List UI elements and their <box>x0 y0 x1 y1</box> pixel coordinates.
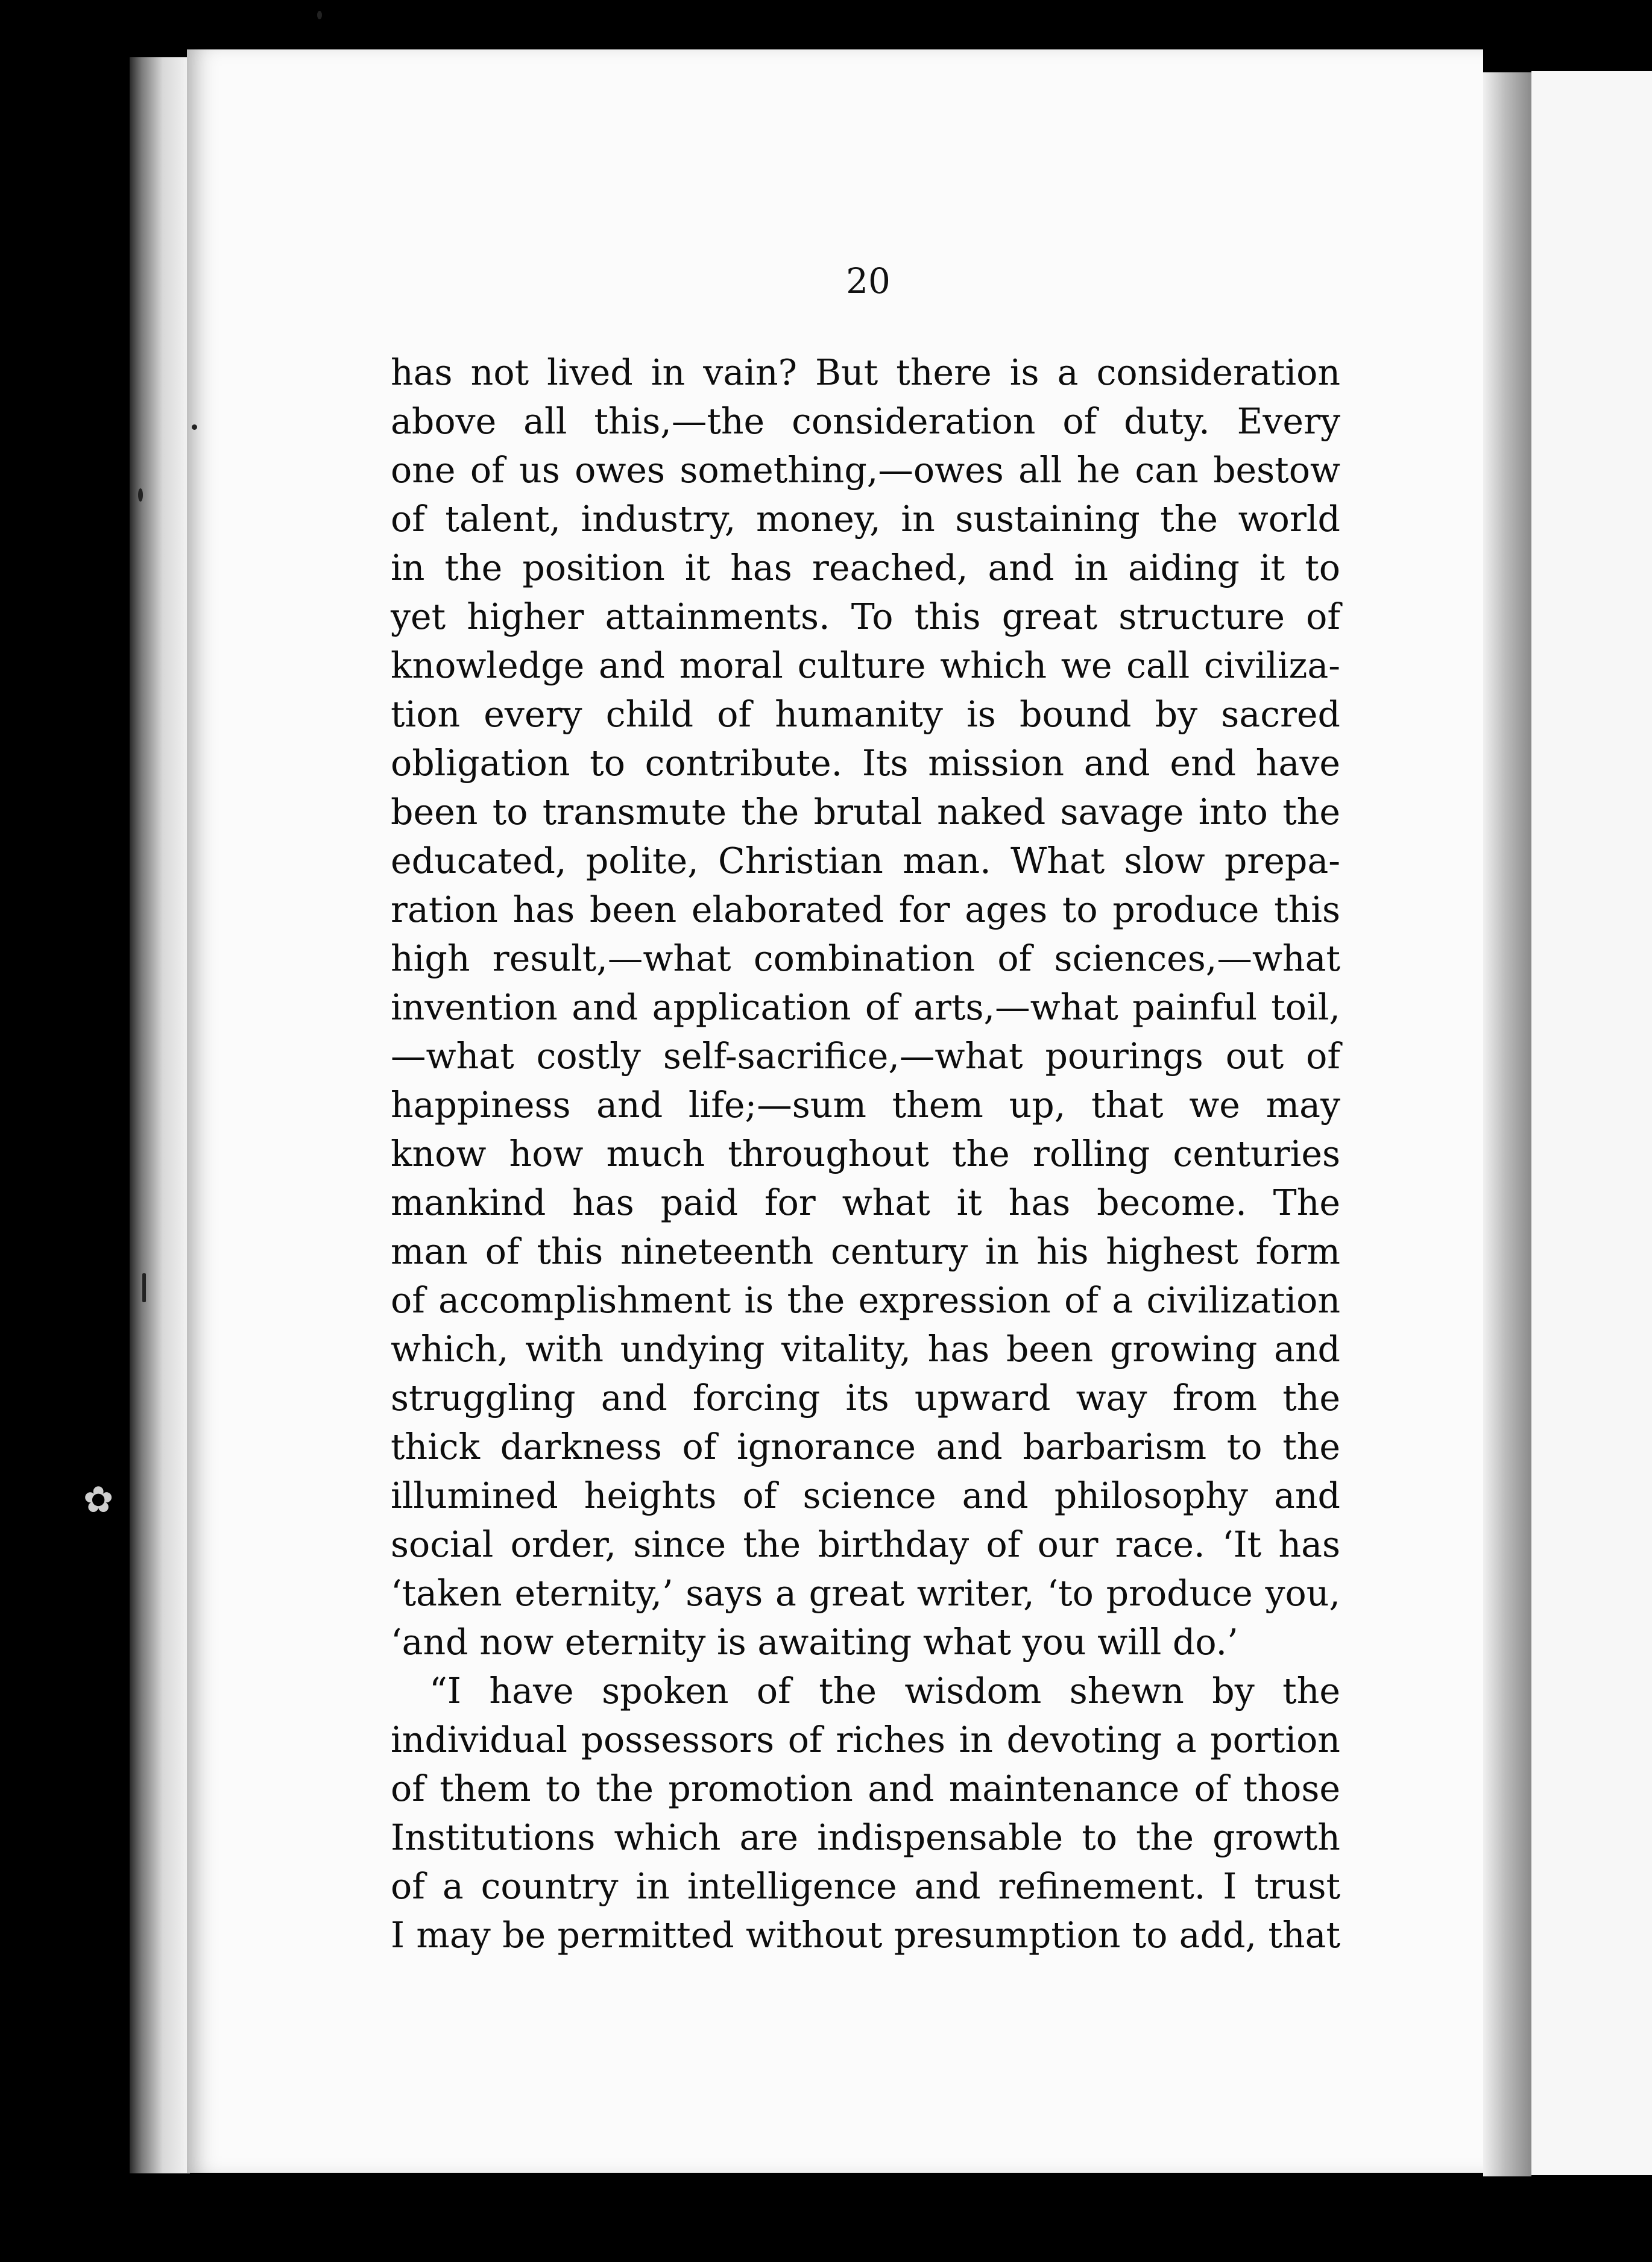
text-line: has not lived in vain? But there is a consideration <box>391 352 1340 393</box>
text-line: invention and application of arts,—what painful toil, <box>391 987 1340 1028</box>
text-line: ‘taken eternity,’ says a great writer, ‘to produce you, <box>391 1573 1340 1614</box>
scan-speck <box>317 11 322 19</box>
scan-speck <box>138 488 143 502</box>
text-line: tion every child of humanity is bound by sacred <box>391 694 1340 735</box>
text-line: of talent, industry, money, in sustaining the world <box>391 499 1340 540</box>
text-line: ration has been elaborated for ages to produce this <box>391 889 1340 930</box>
page-number: 20 <box>846 260 891 301</box>
text-line: obligation to contribute. Its mission and end have <box>391 743 1340 784</box>
text-line: which, with undying vitality, has been growing and <box>391 1329 1340 1370</box>
text-line: of accomplishment is the expression of a civilization <box>391 1280 1340 1321</box>
text-line: happiness and life;—sum them up, that we may <box>391 1085 1340 1126</box>
text-line: educated, polite, Christian man. What slow prepa- <box>391 840 1340 881</box>
text-line: of a country in intelligence and refinement. I trust <box>391 1866 1340 1907</box>
text-line: social order, since the birthday of our race. ‘It has <box>391 1524 1340 1565</box>
text-line: above all this,—the consideration of duty. Every <box>391 401 1340 442</box>
body-text <box>391 348 1340 1960</box>
text-line: —what costly self-sacrifice,—what pourings out of <box>391 1036 1340 1077</box>
text-line: illumined heights of science and philosophy and <box>391 1475 1340 1516</box>
text-line: individual possessors of riches in devoting a portion <box>391 1719 1340 1760</box>
text-line: know how much throughout the rolling centuries <box>391 1133 1340 1174</box>
text-line: struggling and forcing its upward way from the <box>391 1378 1340 1419</box>
text-line: man of this nineteenth century in his highest form <box>391 1231 1340 1272</box>
text-line: ‘and now eternity is awaiting what you will do.’ <box>391 1622 1238 1663</box>
text-line: I may be permitted without presumption to add, that <box>391 1915 1340 1956</box>
text-line: been to transmute the brutal naked savage into the <box>391 792 1340 833</box>
text-line: “I have spoken of the wisdom shewn by the <box>429 1671 1340 1712</box>
text-line: knowledge and moral culture which we call civiliza- <box>391 645 1340 686</box>
text-line: yet higher attainments. To this great structure of <box>391 596 1340 637</box>
text-line: high result,—what combination of sciences,—what <box>391 938 1340 979</box>
text-line: thick darkness of ignorance and barbarism to the <box>391 1426 1340 1467</box>
adjacent-leaf <box>1531 71 1652 2175</box>
scan-speck <box>142 1273 146 1302</box>
margin-stain: ✿ <box>83 1479 114 1521</box>
text-line: one of us owes something,—owes all he can bestow <box>391 450 1340 491</box>
binding-shadow <box>130 57 190 2173</box>
page-edge-shadow <box>1483 72 1531 2176</box>
text-line: in the position it has reached, and in aiding it to <box>391 547 1340 588</box>
text-line: mankind has paid for what it has become. The <box>391 1182 1340 1223</box>
text-line: of them to the promotion and maintenance of those <box>391 1768 1340 1809</box>
text-line: Institutions which are indispensable to the growth <box>391 1817 1340 1858</box>
scan-speck <box>192 424 197 430</box>
